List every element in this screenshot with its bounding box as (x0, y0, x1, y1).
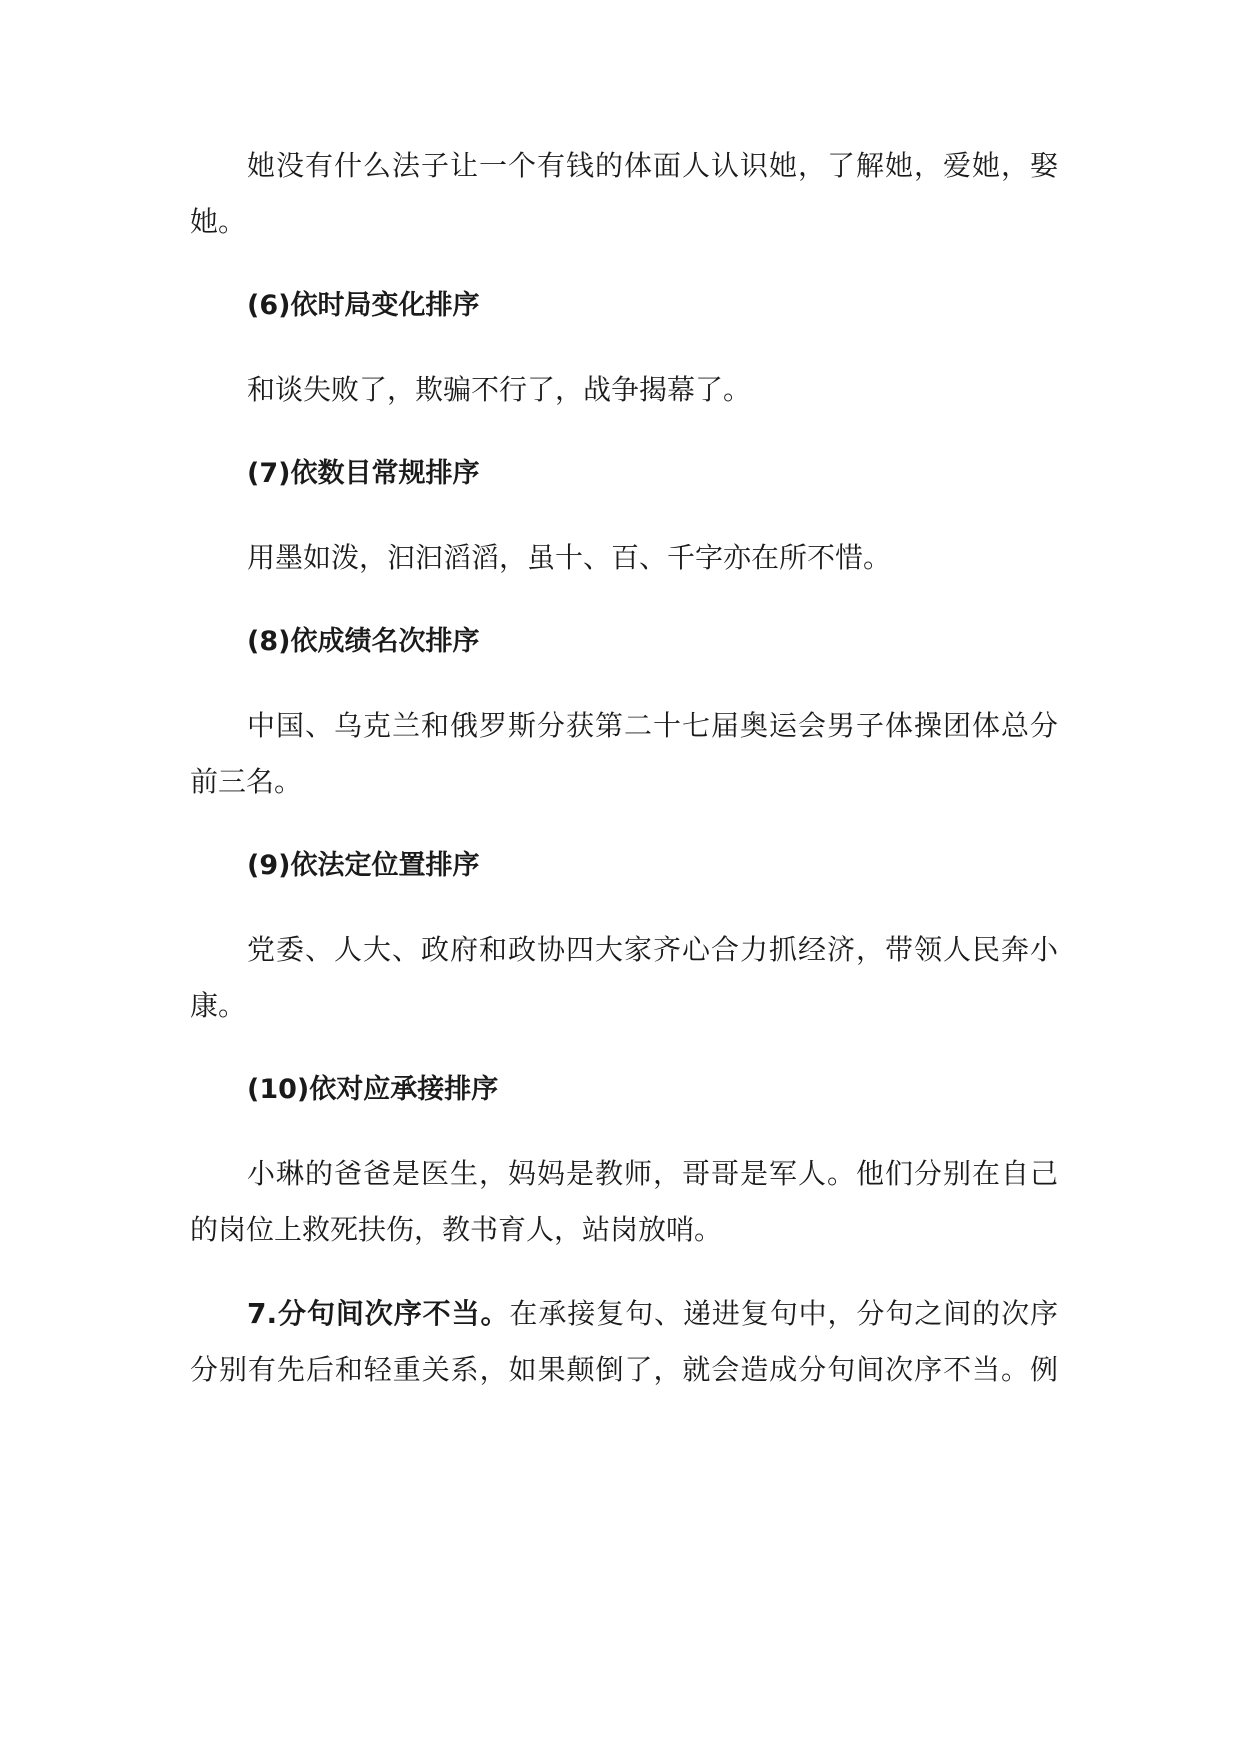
paragraph-line: 用墨如泼，汩汩滔滔，虽十、百、千字亦在所不惜。 (247, 541, 892, 574)
paragraph-line (247, 1294, 1058, 1334)
section-heading: (10)依对应承接排序 (247, 1074, 499, 1105)
paragraph-line: 小琳的爸爸是医生，妈妈是教师，哥哥是军人。他们分别在自己 (247, 1157, 1058, 1190)
paragraph-line: 党委、人大、政府和政协四大家齐心合力抓经济，带领人民奔小 (247, 933, 1058, 966)
paragraph-line: 和谈失败了，欺骗不行了，战争揭幕了。 (247, 373, 752, 406)
paragraph-line: 前三名。 (190, 765, 303, 798)
section-heading: (7)依数目常规排序 (247, 458, 480, 489)
section-heading: (9)依法定位置排序 (247, 850, 480, 881)
paragraph-line: 分别有先后和轻重关系，如果颠倒了，就会造成分句间次序不当。例 (190, 1353, 1058, 1386)
paragraph-text: 在承接复句、递进复句中，分句之间的次序 (509, 1297, 1058, 1330)
paragraph-line: 她。 (190, 205, 247, 238)
bold-lead-text: 7.分句间次序不当。 (247, 1297, 510, 1330)
section-heading: (8)依成绩名次排序 (247, 626, 480, 657)
paragraph-line: 的岗位上救死扶伤，教书育人，站岗放哨。 (190, 1213, 723, 1246)
paragraph-line: 她没有什么法子让一个有钱的体面人认识她，了解她，爱她，娶 (247, 149, 1058, 182)
paragraph-line: 中国、乌克兰和俄罗斯分获第二十七届奥运会男子体操团体总分 (247, 709, 1058, 742)
paragraph-line: 康。 (190, 989, 247, 1022)
section-heading: (6)依时局变化排序 (247, 290, 480, 321)
